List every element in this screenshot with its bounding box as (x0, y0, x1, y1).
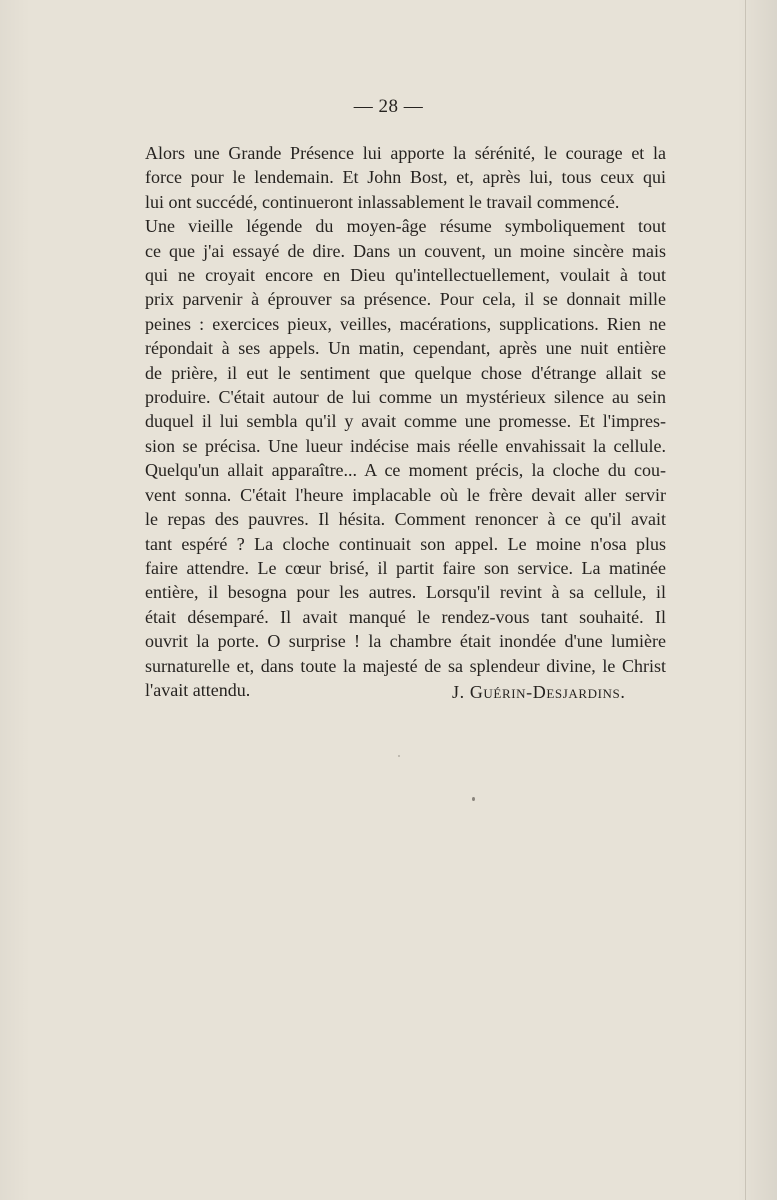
text-line: tant espéré ? La cloche continuait son appel. Le moine n'osa plus (145, 533, 666, 554)
text-line: vent sonna. C'était l'heure implacable où le frère devait aller servir (145, 484, 666, 505)
paper-speck (472, 797, 475, 801)
text-line: faire attendre. Le cœur brisé, il partit faire son service. La matinée (145, 557, 666, 578)
text-line: Alors une Grande Présence lui apporte la sérénité, le courage et la (145, 143, 666, 163)
text-line: Quelqu'un allait apparaître... A ce moment précis, la cloche du cou- (145, 460, 666, 481)
paragraph-1 (145, 141, 666, 214)
text-line: de prière, il eut le sentiment que quelque chose d'étrange allait se (145, 362, 666, 383)
text-line: lui ont succédé, continueront inlassablement le travail commencé. (145, 191, 620, 212)
text-line: était désemparé. Il avait manqué le rendez-vous tant souhaité. Il (145, 606, 666, 627)
signature-initial: J. (452, 682, 470, 702)
text-line: répondait à ses appels. Un matin, cependant, après une nuit entière (145, 338, 666, 359)
text-line: qui ne croyait encore en Dieu qu'intellectuellement, voulait à tout (145, 265, 666, 286)
text-line: produire. C'était autour de lui comme un mystérieux silence au sein (145, 387, 666, 408)
page-edge-shadow (745, 0, 746, 1200)
text-line: surnaturelle et, dans toute la majesté de sa splendeur divine, le Christ (145, 655, 666, 676)
paper-speck (398, 755, 400, 757)
text-line: ouvrit la porte. O surprise ! la chambre était inondée d'une lumière (145, 631, 666, 652)
text-line: duquel il lui sembla qu'il y avait comme une promesse. Et l'impres- (145, 411, 666, 432)
body-text (145, 141, 666, 702)
page-number: — 28 — (353, 96, 424, 117)
text-line: sion se précisa. Une lueur indécise mais réelle envahissait la cellule. (145, 435, 666, 456)
text-line: peines : exercices pieux, veilles, macérations, supplications. Rien ne (145, 313, 666, 334)
text-line: le repas des pauvres. Il hésita. Comment renoncer à ce qu'il avait (145, 509, 666, 530)
text-line: l'avait attendu. (145, 679, 251, 700)
text-line: Une vieille légende du moyen-âge résume symboliquement tout (145, 216, 666, 237)
signature-name: Guérin-Desjardins (469, 682, 621, 702)
text-line: force pour le lendemain. Et John Bost, et, après lui, tous ceux qui (145, 167, 666, 188)
text-line: entière, il besogna pour les autres. Lorsqu'il revint à sa cellule, il (145, 582, 666, 603)
paragraph-2 (145, 214, 666, 702)
text-line: prix parvenir à éprouver sa présence. Pour cela, il se donnait mille (145, 289, 666, 310)
text-line: ce que j'ai essayé de dire. Dans un couvent, un moine sincère mais (145, 240, 666, 261)
author-signature (452, 682, 625, 703)
signature-suffix: . (620, 682, 626, 702)
